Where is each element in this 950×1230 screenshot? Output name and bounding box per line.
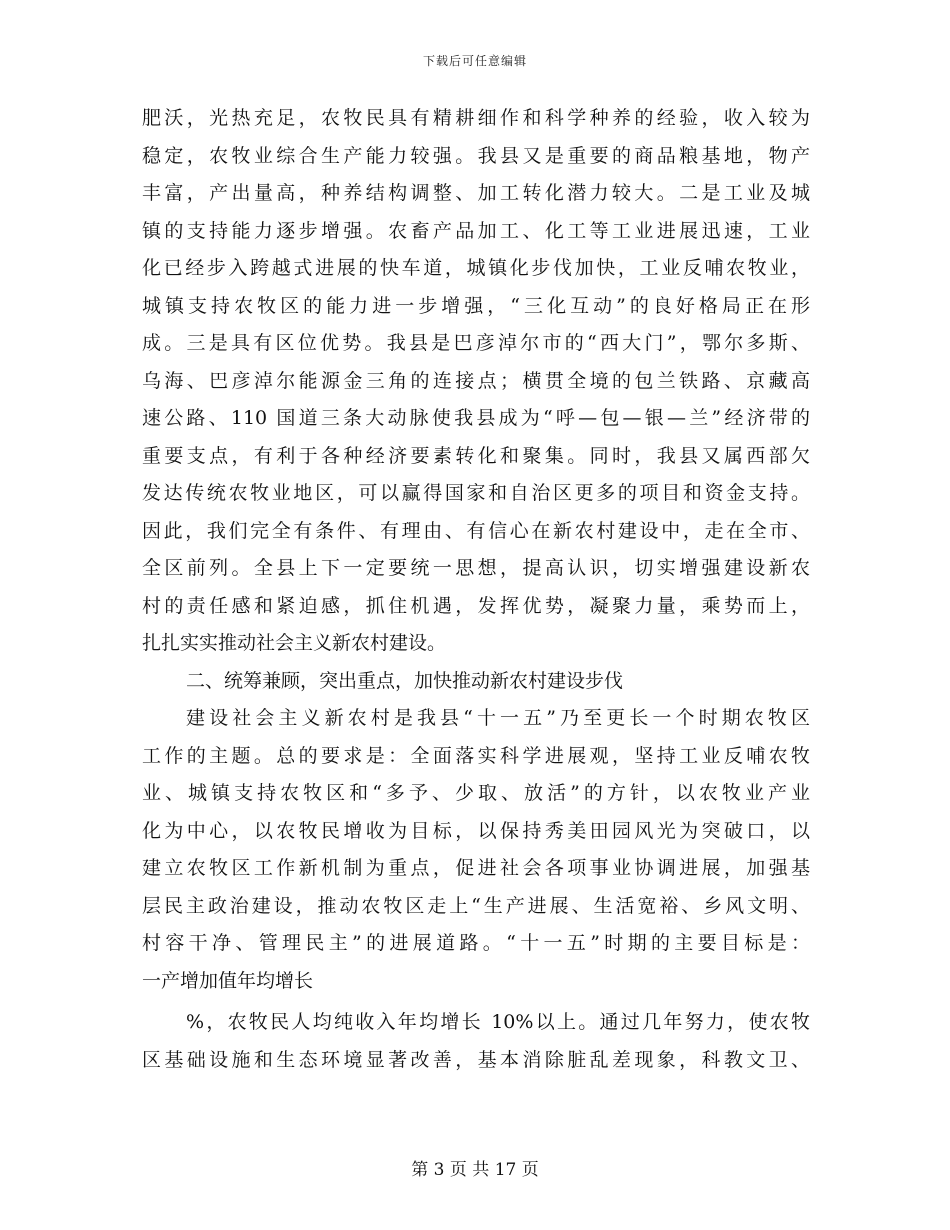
text-line: 镇的支持能力逐步增强。农畜产品加工、化工等工业进展迅速，工业 — [142, 219, 810, 242]
text-line: 因此，我们完全有条件、有理由、有信心在新农村建设中，走在全市、 — [142, 519, 810, 542]
text-line: 全区前列。全县上下一定要统一思想，提高认识，切实增强建设新农 — [142, 557, 810, 579]
text-line: 成。三是具有区位优势。我县是巴彦淖尔市的“西大门”，鄂尔多斯、 — [142, 332, 810, 354]
text-line: 发达传统农牧业地区，可以赢得国家和自治区更多的项目和资金支持。 — [142, 482, 810, 504]
text-line: 扎扎实实推动社会主义新农村建设。 — [142, 632, 447, 654]
text-line: 业、城镇支持农牧区和“多予、少取、放活”的方针，以农牧业产业 — [142, 782, 810, 804]
text-line: 建立农牧区工作新机制为重点，促进社会各项事业协调进展，加强基 — [142, 857, 810, 879]
text-line: 层民主政治建设，推动农牧区走上“生产进展、生活宽裕、乡风文明、 — [142, 894, 810, 917]
text-line: 化为中心，以农牧民增收为目标，以保持秀美田园风光为突破口，以 — [142, 819, 810, 842]
text-line: %，农牧民人均纯收入年均增长 10%以上。通过几年努力，使农牧 — [186, 1011, 810, 1033]
text-line: 建设社会主义新农村是我县“十一五”乃至更长一个时期农牧区 — [186, 707, 810, 729]
text-line: 丰富，产出量高，种养结构调整、加工转化潜力较大。二是工业及城 — [142, 182, 810, 204]
text-line: 村的责任感和紧迫感，抓住机遇，发挥优势，凝聚力量，乘势而上， — [142, 594, 810, 617]
page-header: 下载后可任意编辑 — [422, 54, 527, 68]
text-line: 稳定，农牧业综合生产能力较强。我县又是重要的商品粮基地，物产 — [142, 144, 810, 167]
text-line: 乌海、巴彦淖尔能源金三角的连接点；横贯全境的包兰铁路、京藏高 — [142, 369, 810, 392]
text-line: 二、统筹兼顾，突出重点，加快推动新农村建设步伐 — [186, 669, 624, 692]
text-line: 一产增加值年均增长 — [142, 969, 314, 992]
text-line: 化已经步入跨越式进展的快车道，城镇化步伐加快，工业反哺农牧业， — [142, 257, 810, 279]
page-footer-page-number: 第 3 页 共 17 页 — [411, 1160, 539, 1180]
text-line: 区基础设施和生态环境显著改善，基本消除脏乱差现象，科教文卫、 — [142, 1048, 810, 1071]
text-line: 城镇支持农牧区的能力进一步增强，“三化互动”的良好格局正在形 — [142, 294, 810, 317]
document-body — [142, 100, 810, 1079]
text-line: 村容干净、管理民主”的进展道路。“十一五”时期的主要目标是： — [142, 932, 810, 954]
text-line: 工作的主题。总的要求是：全面落实科学进展观，坚持工业反哺农牧 — [142, 744, 810, 767]
text-line: 速公路、110 国道三条大动脉使我县成为“呼—包—银—兰”经济带的 — [142, 407, 810, 429]
text-line: 重要支点，有利于各种经济要素转化和聚集。同时，我县又属西部欠 — [142, 444, 810, 467]
text-line: 肥沃，光热充足，农牧民具有精耕细作和科学种养的经验，收入较为 — [142, 107, 810, 129]
